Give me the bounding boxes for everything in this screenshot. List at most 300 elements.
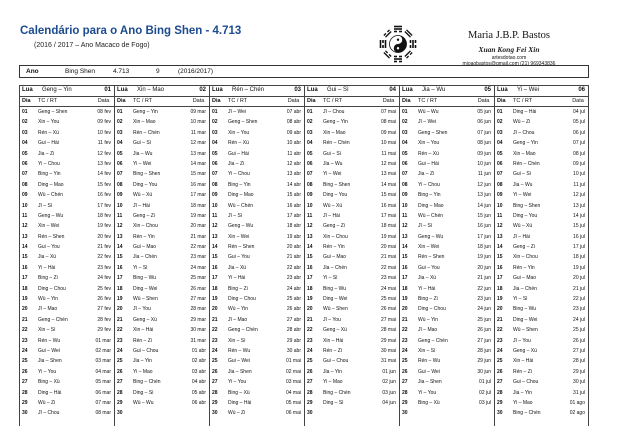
gregorian-date: 15 jun (477, 212, 491, 219)
table-row (305, 221, 399, 231)
gregorian-date: 02 abr (191, 358, 206, 365)
stem-branch: Wù – Xü (323, 202, 343, 209)
day-number: 15 (117, 254, 123, 261)
gregorian-date: 08 jul (573, 150, 585, 157)
day-number: 15 (307, 254, 313, 261)
day-number: 09 (22, 192, 28, 199)
stem-branch: Geng – Zi (133, 212, 155, 219)
day-number: 02 (117, 119, 123, 126)
table-row (210, 180, 304, 190)
table-row (495, 180, 588, 190)
table-row (400, 232, 494, 242)
gregorian-date: 05 mai (285, 399, 301, 406)
gregorian-date: 24 mar (190, 264, 206, 271)
day-number: 23 (497, 337, 503, 344)
gregorian-date: 06 mar (95, 389, 111, 396)
table-row (400, 398, 494, 408)
table-row (115, 398, 209, 408)
day-number: 01 (402, 109, 408, 115)
stem-branch: Xin – Sì (418, 347, 436, 354)
day-column-header: Dia (402, 97, 411, 104)
table-row (400, 252, 494, 262)
stem-branch: Yi – Chou (418, 181, 440, 188)
gregorian-date: 08 mar (95, 410, 111, 417)
gregorian-date: 25 abr (286, 296, 301, 303)
stem-branch: Gui – Wei (228, 358, 250, 365)
day-number: 24 (212, 347, 218, 354)
gregorian-date: 15 jul (573, 223, 585, 230)
table-row (115, 221, 209, 231)
day-number: 14 (497, 244, 503, 251)
gregorian-date: 02 ago (569, 410, 585, 417)
table-row (495, 367, 588, 377)
day-column-header: Dia (212, 97, 221, 104)
month-header (495, 85, 588, 97)
table-row (495, 242, 588, 252)
gregorian-date: 12 mai (380, 160, 396, 167)
stem-branch: Jia – Chén (323, 264, 347, 271)
gregorian-date: 20 mar (190, 223, 206, 230)
gregorian-date: 22 mar (190, 244, 206, 251)
stem-branch: Gui – You (418, 264, 440, 271)
day-number: 05 (117, 150, 123, 157)
table-row (210, 211, 304, 221)
table-row (115, 107, 209, 117)
day-number: 26 (307, 368, 313, 375)
table-row (210, 201, 304, 211)
day-number: 15 (22, 254, 28, 261)
gregorian-date: 16 jun (477, 223, 491, 230)
stem-branch: Yi – Wei (513, 192, 532, 199)
table-row (305, 252, 399, 262)
day-number: 14 (117, 244, 123, 251)
gregorian-date: 08 jun (477, 140, 491, 147)
table-row (20, 242, 114, 252)
gregorian-date: 27 mar (190, 296, 206, 303)
table-row (210, 336, 304, 346)
day-number: 30 (307, 410, 313, 417)
day-number: 21 (497, 316, 503, 323)
table-row (495, 408, 588, 418)
year-number: 4.713 (113, 68, 130, 75)
stem-branch: Jî – Sì (418, 223, 433, 230)
stem-branch: Jî – Wei (418, 119, 436, 126)
day-number: 24 (117, 347, 123, 354)
stem-branch: Yi – You (38, 368, 57, 375)
gregorian-date: 18 mar (190, 202, 206, 209)
stem-branch: Geng – Wu (228, 223, 254, 230)
day-number: 09 (307, 192, 313, 199)
gregorian-date: 13 mai (380, 171, 396, 178)
stem-branch: Jî – Mao (38, 306, 58, 313)
day-number: 05 (212, 150, 218, 157)
table-row (305, 336, 399, 346)
table-row (305, 190, 399, 200)
stem-branch: Gui – Hài (38, 140, 59, 147)
stem-branch (416, 408, 473, 418)
stem-branch: Gui – Sì (323, 150, 342, 157)
gregorian-date: 14 mar (190, 160, 206, 167)
gregorian-date: 05 mar (95, 379, 111, 386)
table-row (305, 149, 399, 159)
stem-branch: Yi – Wei (323, 171, 342, 178)
stem-branch: Xin – Mao (513, 150, 536, 157)
gregorian-date: 25 fev (97, 285, 111, 292)
gregorian-date: 30 abr (286, 347, 301, 354)
table-row (20, 159, 114, 169)
day-number: 12 (22, 223, 28, 230)
day-column-header: Dia (307, 97, 316, 104)
stem-branch: Geng – Chén (38, 316, 68, 323)
month-name: Yi – Wei (517, 87, 540, 93)
stem-branch: Jî – You (323, 316, 341, 323)
table-row (400, 138, 494, 148)
gregorian-date: 12 fev (97, 150, 111, 157)
table-row (305, 398, 399, 408)
gregorian-date: 27 jun (477, 337, 491, 344)
day-number: 07 (212, 171, 218, 178)
table-row (400, 315, 494, 325)
day-column-header: Dia (22, 97, 31, 104)
stem-branch: Wù – Chén (418, 212, 444, 219)
stem-branch: Gui – Hài (418, 160, 439, 167)
page-title: Calendário para o Ano Bing Shen - 4.713 (20, 25, 242, 37)
day-number: 24 (307, 347, 313, 354)
day-number: 11 (212, 212, 218, 219)
table-row (115, 211, 209, 221)
stem-branch: Ding – You (323, 192, 348, 199)
table-row (210, 315, 304, 325)
table-row (495, 128, 588, 138)
table-row (210, 408, 304, 418)
table-row (210, 273, 304, 283)
tc-rt-column-header: TC / RT (323, 97, 343, 104)
day-number: 18 (497, 285, 503, 292)
table-row (305, 128, 399, 138)
month-name: Rén – Chén (232, 87, 265, 93)
day-number: 12 (307, 223, 313, 230)
gregorian-date: 01 ago (569, 399, 585, 406)
gregorian-date: 17 jul (573, 244, 585, 251)
stem-branch (321, 408, 378, 418)
gregorian-date: 22 jun (477, 285, 491, 292)
stem-branch: Jia – Zi (228, 160, 245, 167)
stem-branch: Wù – Shen (513, 327, 538, 334)
gregorian-date: 25 mar (190, 275, 206, 282)
stem-branch: Jia – Xü (38, 254, 57, 261)
gregorian-date: 22 fev (97, 254, 111, 261)
table-row (115, 190, 209, 200)
day-number: 16 (22, 264, 28, 271)
table-row (400, 221, 494, 231)
stem-branch: Rén – Shen (38, 233, 65, 240)
table-row (115, 336, 209, 346)
table-row (305, 273, 399, 283)
stem-branch: Rén – Zi (133, 337, 152, 344)
stem-branch: Geng – Yin (513, 140, 538, 147)
stem-branch: Gui – Wei (418, 368, 440, 375)
day-number: 07 (307, 171, 313, 178)
stem-branch: Xin – Wei (38, 223, 60, 230)
table-row (400, 190, 494, 200)
day-number: 02 (22, 119, 28, 126)
table-row (495, 201, 588, 211)
day-column-header: Dia (497, 97, 506, 104)
day-number: 27 (497, 379, 503, 386)
stem-branch: Jî – Sì (38, 202, 53, 209)
stem-branch: Rén – Xü (228, 140, 249, 147)
table-row (20, 190, 114, 200)
day-number: 04 (402, 140, 408, 147)
stem-branch: Jia – Xü (228, 264, 247, 271)
stem-branch: Rén – Yin (133, 233, 155, 240)
month-label: Lua (402, 87, 413, 93)
stem-branch: Bing – Wu (133, 275, 156, 282)
day-number: 20 (307, 306, 313, 313)
table-row (20, 325, 114, 335)
stem-branch: Geng – Shen (228, 119, 258, 126)
gregorian-date: 26 abr (286, 306, 301, 313)
gregorian-date: 23 jun (477, 296, 491, 303)
stem-branch: Xin – Sì (38, 327, 56, 334)
gregorian-date: 19 abr (286, 233, 301, 240)
table-row (210, 304, 304, 314)
stem-branch: Bing – Xü (38, 379, 60, 386)
tc-rt-column-header: TC / RT (418, 97, 438, 104)
table-row (495, 190, 588, 200)
day-number: 18 (117, 285, 123, 292)
month-name: Geng – Yin (42, 87, 72, 93)
gregorian-date: 23 jul (573, 306, 585, 313)
stem-branch: Bing – Shen (513, 202, 541, 209)
day-number: 12 (212, 223, 218, 230)
table-row (305, 367, 399, 377)
gregorian-date: 22 jul (573, 296, 585, 303)
stem-branch: Rén – Chén (133, 129, 160, 136)
gregorian-date: 12 mar (190, 140, 206, 147)
table-row (305, 117, 399, 127)
stem-branch: Ding – Chou (418, 306, 446, 313)
stem-branch: Jia – Shen (38, 358, 62, 365)
gregorian-date: 29 mar (190, 316, 206, 323)
stem-branch: Gui – Chou (513, 379, 539, 386)
gregorian-date: 08 fev (97, 109, 111, 115)
table-row (115, 367, 209, 377)
table-row (20, 388, 114, 398)
stem-branch: Xin – Chou (323, 233, 348, 240)
day-number: 25 (212, 358, 218, 365)
table-row (495, 169, 588, 179)
stem-branch: Wù – Xü (133, 192, 153, 199)
day-number: 20 (402, 306, 408, 313)
stem-branch: Jî – Hài (323, 212, 340, 219)
day-number: 27 (307, 379, 313, 386)
day-number: 04 (497, 140, 503, 147)
day-number: 22 (117, 327, 123, 334)
day-number: 08 (117, 181, 123, 188)
gregorian-date: 26 jun (477, 327, 491, 334)
table-row (20, 377, 114, 387)
day-number: 06 (402, 160, 408, 167)
stem-branch: Wù – Shen (133, 296, 158, 303)
day-number: 19 (117, 296, 123, 303)
stem-branch: Rén – Chén (513, 160, 540, 167)
stem-branch: Bing – Wu (513, 306, 536, 313)
gregorian-date: 22 abr (286, 264, 301, 271)
tc-rt-column-header: TC / RT (133, 97, 153, 104)
table-row (20, 252, 114, 262)
table-row (210, 232, 304, 242)
gregorian-date: 03 jun (382, 389, 396, 396)
gregorian-date (378, 408, 399, 418)
stem-branch: Bing – Chén (513, 410, 541, 417)
day-number: 19 (307, 296, 313, 303)
day-number: 30 (497, 410, 503, 417)
stem-branch: Ding – Sì (133, 389, 154, 396)
day-number: 20 (212, 306, 218, 313)
day-number: 29 (22, 399, 28, 406)
stem-branch: Ding – Wei (513, 316, 538, 323)
stem-branch: Ding – You (133, 181, 158, 188)
gregorian-date: 28 jun (477, 347, 491, 354)
day-number: 16 (117, 264, 123, 271)
gregorian-date: 07 jul (573, 140, 585, 147)
day-number: 08 (497, 181, 503, 188)
stem-branch: Bing – Chén (323, 389, 351, 396)
gregorian-date: 05 abr (191, 389, 206, 396)
table-row (400, 242, 494, 252)
day-number: 25 (22, 358, 28, 365)
stem-branch: Ding – Wei (323, 296, 348, 303)
gregorian-date: 24 fev (97, 275, 111, 282)
day-number: 20 (117, 306, 123, 313)
day-number: 16 (497, 264, 503, 271)
day-number: 23 (402, 337, 408, 344)
gregorian-date: 09 mar (190, 109, 206, 115)
day-number: 14 (212, 244, 218, 251)
day-number: 16 (212, 264, 218, 271)
table-row (115, 149, 209, 159)
stem-branch: Geng – Zi (323, 223, 345, 230)
gregorian-date: 30 jun (477, 368, 491, 375)
page-subtitle: (2016 / 2017 – Ano Macaco de Fogo) (34, 42, 150, 49)
day-number: 19 (212, 296, 218, 303)
day-number: 04 (22, 140, 28, 147)
day-number: 24 (402, 347, 408, 354)
table-row (115, 273, 209, 283)
month-label: Lua (117, 87, 128, 93)
gregorian-date: 20 jun (477, 264, 491, 271)
stem-branch: Geng – Yin (323, 119, 348, 126)
table-row (305, 201, 399, 211)
gregorian-date: 17 fev (97, 202, 111, 209)
stem-branch: Yi – Wei (133, 160, 152, 167)
year-star: 9 (156, 68, 160, 75)
stem-branch: Wù – Zi (513, 119, 531, 126)
gregorian-date: 26 jul (573, 337, 585, 344)
tc-rt-column-header: TC / RT (38, 97, 58, 104)
stem-branch: Ding – Mao (38, 181, 64, 188)
day-number: 28 (402, 389, 408, 396)
table-row (400, 180, 494, 190)
stem-branch: Yi – Mao (513, 399, 533, 406)
stem-branch: Bing – Zi (228, 285, 248, 292)
table-row (400, 304, 494, 314)
gregorian-date: 22 mai (380, 264, 396, 271)
month-column (114, 85, 209, 426)
table-row (210, 367, 304, 377)
day-number: 10 (117, 202, 123, 209)
gregorian-date: 18 abr (286, 223, 301, 230)
table-row (115, 388, 209, 398)
table-row (115, 263, 209, 273)
gregorian-date: 03 mar (95, 358, 111, 365)
gregorian-date: 23 mar (190, 254, 206, 261)
day-number: 11 (307, 212, 313, 219)
stem-branch: Rén – Zi (323, 347, 342, 354)
gregorian-date: 14 jun (477, 202, 491, 209)
day-number: 01 (497, 109, 503, 115)
day-number: 22 (22, 327, 28, 334)
gregorian-date: 21 jul (573, 285, 585, 292)
gregorian-date: 17 jun (477, 233, 491, 240)
day-number: 13 (117, 233, 123, 240)
date-column-header: Data (477, 97, 490, 104)
stem-branch: Yi – Hài (228, 275, 246, 282)
table-row (20, 356, 114, 366)
gregorian-date: 09 abr (286, 129, 301, 136)
table-row (400, 201, 494, 211)
stem-branch: Bing – Chén (133, 379, 161, 386)
gregorian-date: 24 jun (477, 306, 491, 313)
table-row (210, 117, 304, 127)
table-row (495, 304, 588, 314)
day-number: 27 (22, 379, 28, 386)
table-row (115, 346, 209, 356)
table-row (495, 107, 588, 117)
day-number: 05 (402, 150, 408, 157)
table-row (495, 315, 588, 325)
table-row (20, 315, 114, 325)
stem-branch: Xin – Chou (133, 223, 158, 230)
day-number: 01 (212, 109, 218, 115)
stem-branch: Geng – Zi (513, 244, 535, 251)
stem-branch: Gui – You (38, 244, 60, 251)
gregorian-date: 23 abr (286, 275, 301, 282)
stem-branch: Yi – Chou (228, 171, 250, 178)
table-row (115, 169, 209, 179)
table-row (20, 107, 114, 117)
gregorian-date: 20 fev (97, 233, 111, 240)
table-row (115, 377, 209, 387)
stem-branch: Jia – Yin (513, 389, 532, 396)
table-row (495, 336, 588, 346)
table-row (495, 294, 588, 304)
day-number: 01 (22, 109, 28, 115)
stem-branch: Rén – Yin (513, 264, 535, 271)
month-header (20, 85, 114, 97)
stem-branch: Wù – Yin (418, 316, 439, 323)
gregorian-date: 03 mai (285, 379, 301, 386)
stem-branch: Jî – Mao (228, 316, 248, 323)
table-row (495, 159, 588, 169)
stem-branch: Rén – Wu (228, 347, 251, 354)
gregorian-date: 31 jul (573, 389, 585, 396)
gregorian-date: 10 mar (190, 119, 206, 126)
table-row (495, 398, 588, 408)
stem-branch: Jia – Wu (513, 181, 533, 188)
date-column-header: Data (382, 97, 395, 104)
